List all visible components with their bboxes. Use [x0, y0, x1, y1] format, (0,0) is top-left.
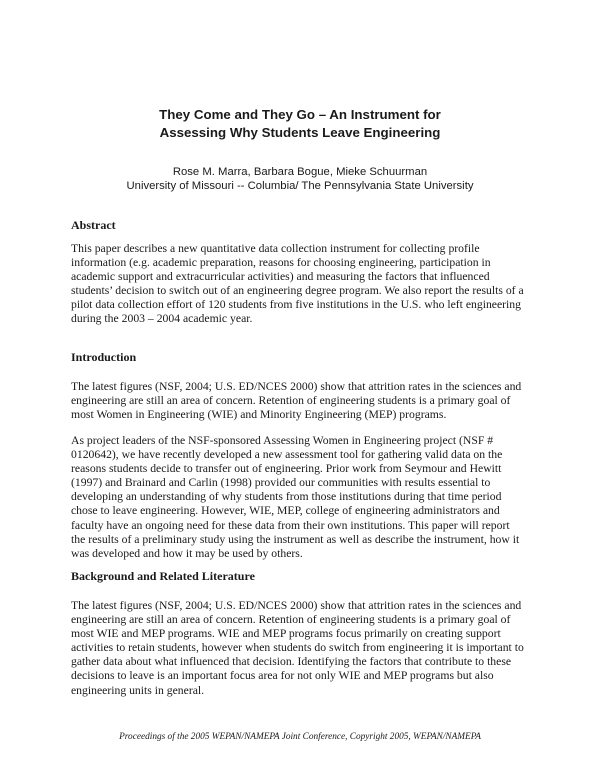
abstract-line: students’ decision to switch out of an engineering degree program. We also report the results of a	[71, 284, 524, 298]
abstract-heading: Abstract	[71, 218, 116, 232]
introduction-line: As project leaders of the NSF-sponsored Assessing Women in Engineering project (NSF #	[71, 434, 494, 447]
introduction-line: engineering are still an area of concern. Retention of engineering students is a primary goal of	[71, 394, 511, 408]
introduction-paragraph-2	[71, 434, 541, 561]
abstract-line: pilot data collection effort of 120 students from five institutions in the U.S. who left engineering	[71, 298, 521, 312]
introduction-line: reasons students decide to transfer out of engineering. Prior work from Seymour and Hewitt	[71, 462, 502, 476]
background-line: most WIE and MEP programs. WIE and MEP programs focus primarily on creating support	[71, 627, 501, 641]
introduction-paragraph-1	[71, 380, 541, 422]
abstract-line: This paper describes a new quantitative data collection instrument for collecting profile	[71, 242, 480, 255]
introduction-line: faculty have an ongoing need for these data from their own institutions. This paper will report	[71, 518, 510, 532]
introduction-line: The latest figures (NSF, 2004; U.S. ED/NCES 2000) show that attrition rates in the sciences and	[71, 380, 522, 393]
introduction-heading: Introduction	[71, 350, 137, 364]
introduction-line: most Women in Engineering (WIE) and Minority Engineering (MEP) programs.	[71, 408, 447, 422]
background-paragraph	[71, 599, 541, 698]
background-line: activities to retain students, however when students do switch from engineering it is important to	[71, 641, 524, 655]
abstract-line: information (e.g. academic preparation, reasons for choosing engineering, participation in	[71, 256, 491, 270]
paper-title-line-1: They Come and They Go – An Instrument for	[159, 107, 441, 122]
background-heading: Background and Related Literature	[71, 569, 255, 583]
introduction-line: (1997) and Brainard and Carlin (1998) provided our communities with results essential to	[71, 476, 491, 490]
background-line: engineering units in general.	[71, 683, 205, 697]
introduction-line: was developed and how it may be used by others.	[71, 546, 303, 560]
page-footer: Proceedings of the 2005 WEPAN/NAMEPA Joint Conference, Copyright 2005, WEPAN/NAMEPA	[119, 732, 481, 742]
background-line: gather data about what influenced that decision. Identifying the factors that contribute to these	[71, 655, 512, 669]
abstract-line: during the 2003 – 2004 academic year.	[71, 312, 253, 326]
introduction-line: the results of a preliminary study using the instrument as well as describe the instrument, how it	[71, 532, 520, 546]
introduction-line: 0120642), we have recently developed a new assessment tool for gathering valid data on the	[71, 448, 503, 462]
background-line: decisions to leave is an important focus area for not only WIE and MEP programs but also	[71, 669, 494, 683]
background-line: The latest figures (NSF, 2004; U.S. ED/NCES 2000) show that attrition rates in the sciences and	[71, 599, 522, 612]
paper-title-line-2: Assessing Why Students Leave Engineering	[159, 125, 441, 140]
abstract-paragraph	[71, 242, 541, 327]
abstract-line: academic support and extracurricular activities) and measuring the factors that influenced	[71, 270, 490, 284]
author-affiliation: University of Missouri -- Columbia/ The Pennsylvania State University	[126, 180, 474, 192]
introduction-line: developing an understanding of why students from those institutions during that time period	[71, 490, 502, 504]
author-list: Rose M. Marra, Barbara Bogue, Mieke Schuurman	[172, 166, 428, 178]
introduction-line: chose to leave engineering. However, WIE, MEP, college of engineering administrators and	[71, 504, 500, 518]
background-line: engineering are still an area of concern. Retention of engineering students is a primary goal of	[71, 613, 511, 627]
